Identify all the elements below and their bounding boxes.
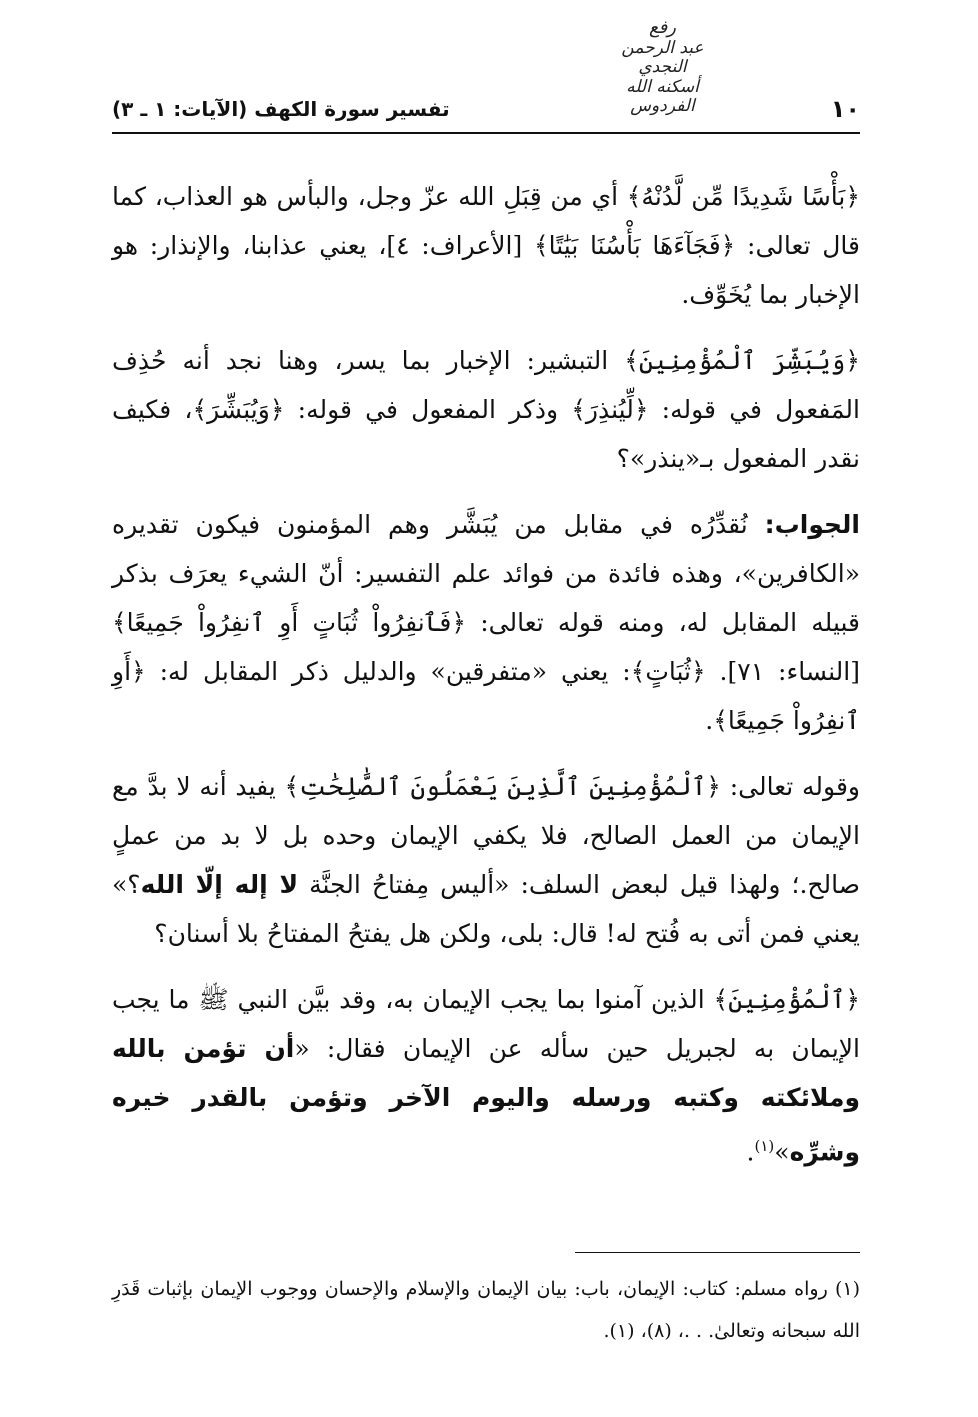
page-header [112,95,860,129]
footnote-text: (١) رواه مسلم: كتاب: الإيمان، باب: بيان الإيمان والإسلام والإحسان ووجوب الإيمان بإثبات قَدَرِ الله سبحانه وتعالىٰ. . .، (٨)، (١). [112,1278,860,1342]
paragraph-text: نُقدِّرُه في مقابل من يُبَشَّر وهم المؤمنون فيكون تقديره «الكافرين»، وهذه فائدة من فوائد علم التفسير: أنّ الشيء يعرَف بذكر قبيله المقابل له، ومنه قوله تعالى: [112,510,860,637]
paragraph-2 [112,336,860,483]
paragraph-text: ، فكيف نقدر المفعول بـ«ينذر»؟ [112,395,860,473]
stamp-line-3: أسكنه الله الفردوس [626,76,699,117]
main-text [112,172,860,1193]
paragraph-text: [الأعراف: ٤]، يعني عذابنا، والإنذار: هو الإخبار بما يُخَوِّف. [112,231,860,309]
quran-quote: ﴿ٱلْمُؤْمِنِينَ﴾ [713,985,860,1014]
paragraph-text: الذين آمنوا بما يجب الإيمان به، وقد بيَّن النبي ﷺ ما يجب الإيمان به لجبريل حين سأله عن الإيمان فقال: « [112,985,860,1063]
hadith-text: أن تؤمن بالله وملائكته وكتبه ورسله واليوم الآخر وتؤمن بالقدر خيره وشرِّه [112,1034,860,1167]
paragraph-text: ؟» يعني فمن أتى به فُتح له! قال: بلى، ولكن هل يفتحُ المفتاحُ بلا أسنان؟ [112,870,860,948]
quran-quote: ﴿أَوِ ٱنفِرُواْ جَمِيعًا﴾ [112,657,860,735]
quran-quote: ﴿ٱلْمُؤْمِنِينَ ٱلَّذِينَ يَعْمَلُونَ ٱلصَّٰلِحَٰتِ﴾ [284,772,721,801]
quran-quote: ﴿وَيُبَشِّرَ﴾ [192,395,285,424]
quran-quote: ﴿بَأْسًا شَدِيدًا مِّن لَّدُنْهُ﴾ [626,182,860,211]
paragraph-text: يفيد أنه لا بدَّ مع الإيمان من العمل الصالح، فلا يكفي الإيمان وحده بل لا بد من عملٍ صالح.؛ ولهذا قيل لبعض السلف: «أليس مِفتاحُ الجنَّة [112,772,860,899]
paragraph-text: التبشير: الإخبار بما يسر، وهنا نجد أنه حُذِف المَفعول في قوله: [112,346,860,424]
stamp-line-1: رفع [649,17,676,38]
paragraph-text: وذكر المفعول في قوله: [284,395,572,424]
paragraph-text: أي من قِبَلِ الله عزّ وجل، والبأس هو العذاب، كما قال تعالى: [112,182,860,260]
stamp-line-2: عبد الرحمن النجدي [621,37,704,78]
running-title: تفسير سورة الكهف (الآيات: ١ ـ ٣) [112,97,450,121]
quran-quote: ﴿لِّيُنذِرَ﴾ [571,395,649,424]
footnote [112,1268,860,1352]
quran-quote: ﴿ثُبَاتٍ﴾ [630,657,706,686]
paragraph-text: [النساء: ٧١]. [705,657,860,686]
answer-label: الجواب: [764,510,860,539]
paragraph-text: . [746,1137,755,1167]
paragraph-3 [112,500,860,745]
header-divider [112,132,860,134]
paragraph-5 [112,975,860,1176]
footnote-marker[interactable]: (١) [754,1137,775,1155]
quran-quote: ﴿فَٱنفِرُواْ ثُبَاتٍ أَوِ ٱنفِرُواْ جَمِيعًا﴾ [112,608,466,637]
paragraph-4 [112,762,860,958]
paragraph-1 [112,172,860,319]
paragraph-text: وقوله تعالى: [720,772,860,801]
paragraph-text: . [705,706,714,735]
footnote-divider [575,1252,860,1253]
quran-quote: ﴿فَجَآءَهَا بَأْسُنَا بَيَٰتًا﴾ [533,231,736,260]
paragraph-text: » [774,1137,790,1167]
bold-phrase: لا إله إلّا الله [140,870,299,899]
quran-quote: ﴿وَيُبَشِّرَ ٱلْمُؤْمِنِينَ﴾ [624,346,860,375]
paragraph-text: : يعني «متفرقين» والدليل ذكر المقابل له: [145,657,631,686]
page-number: ١٠ [830,95,860,123]
